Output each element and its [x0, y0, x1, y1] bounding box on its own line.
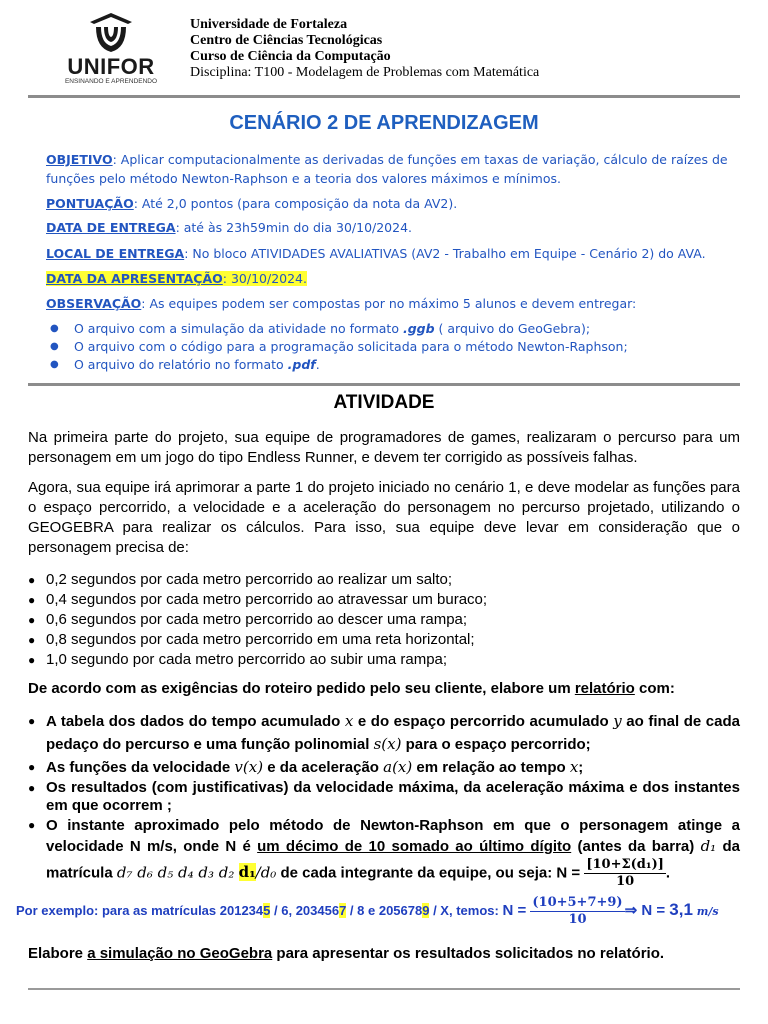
footer-divider: [28, 988, 740, 990]
local-entrega-text: No bloco ATIVIDADES AVALIATIVAS (AV2 - Trabalho em Equipe - Cenário 2) do AVA.: [192, 246, 706, 261]
data-apresentacao-label: DATA DA APRESENTAÇÃO: [46, 271, 223, 286]
example-formula: $\frac{(10+5+7+9)}{10}$: [532, 895, 623, 927]
discipline-name: Disciplina: T100 - Modelagem de Problemas com Matemática: [190, 65, 540, 80]
requirements-list: [28, 570, 487, 670]
list-item: ● O arquivo com a simulação da atividade no formato .ggb ( arquivo do GeoGebra);: [46, 320, 746, 338]
list-item: ● Os resultados (com justificativas) da velocidade máxima, da aceleração máxima e dos instantes em que ocorrem ;: [28, 779, 740, 815]
unifor-emblem-icon: [88, 12, 134, 54]
logo-wordmark: UNIFOR: [67, 54, 155, 79]
objetivo-text: Aplicar computacionalmente as derivadas de funções em taxas de variação, cálculo de raízes de funções pelo método Newton-Raphson e a teoria dos valores máximos e mínimos.: [46, 152, 728, 186]
university-name: Universidade de Fortaleza: [190, 17, 348, 32]
activity-title: ATIVIDADE: [333, 392, 435, 413]
pontuacao-text: Até 2,0 pontos (para composição da nota da AV2).: [141, 196, 458, 211]
scenario-title: CENÁRIO 2 DE APRENDIZAGEM: [229, 112, 539, 134]
n-formula: $\frac{\text{[10+Σ(d₁)]}}{10}$: [586, 857, 664, 889]
institution-header: [190, 17, 539, 81]
objetivo-paragraph: OBJETIVO: Aplicar computacionalmente as derivadas de funções em taxas de variação, cálculo de raízes de funções pelo método Newton-Raphson e a teoria dos valores máximos e mínimos.: [46, 152, 728, 186]
list-item: ● 0,6 segundos por cada metro percorrido ao descer uma rampa;: [28, 610, 487, 630]
list-item: ● 0,4 segundos por cada metro percorrido ao atravessar um buraco;: [28, 590, 487, 610]
deliverables-list: [46, 320, 746, 374]
list-item: ● As funções da velocidade v(x) e da aceleração a(x) em relação ao tempo x;: [28, 756, 740, 779]
logo-tagline: ENSINANDO E APRENDENDO: [64, 78, 158, 85]
data-entrega-text: até às 23h59min do dia 30/10/2024.: [183, 220, 413, 235]
data-entrega-paragraph: DATA DE ENTREGA: até às 23h59min do dia 30/10/2024.: [46, 220, 413, 235]
list-item: ● 0,2 segundos por cada metro percorrido ao realizar um salto;: [28, 570, 487, 590]
local-entrega-paragraph: LOCAL DE ENTREGA: No bloco ATIVIDADES AVALIATIVAS (AV2 - Trabalho em Equipe - Cenário 2) do AVA.: [46, 246, 706, 261]
pontuacao-paragraph: PONTUAÇÃO: Até 2,0 pontos (para composição da nota da AV2).: [46, 196, 458, 211]
data-apresentacao-paragraph: DATA DA APRESENTAÇÃO: 30/10/2024.: [46, 271, 307, 286]
intro-paragraph-1: Na primeira parte do projeto, sua equipe de programadores de games, realizaram o percurso para um personagem em um jogo do tipo Endless Runner, e devem ter corrigido as possíveis falhas.: [28, 429, 740, 466]
unifor-logo: [58, 12, 164, 90]
local-entrega-label: LOCAL DE ENTREGA: [46, 246, 185, 261]
final-paragraph: Elabore a simulação no GeoGebra para apresentar os resultados solicitados no relatório.: [28, 945, 665, 962]
section-divider: [28, 383, 740, 386]
header-divider: [28, 95, 740, 98]
example-line: Por exemplo: para as matrículas 2012345 / 6, 2034567 / 8 e 2056789 / X, temos: N = $\frac{(10+5+7+9)}{10}$ ⇒ N = 3,1 m/s: [16, 895, 719, 927]
list-item: ● O arquivo com o código para a programação solicitada para o método Newton-Raphson;: [46, 338, 746, 356]
data-apresentacao-text: 30/10/2024.: [230, 271, 307, 286]
center-name: Centro de Ciências Tecnológicas: [190, 33, 383, 48]
list-item: ● A tabela dos dados do tempo acumulado x e do espaço percorrido acumulado y ao final de cada pedaço do percurso e uma função polinomial s(x) para o espaço percorrido;: [28, 710, 740, 756]
list-item: ● O arquivo do relatório no formato .pdf.: [46, 356, 746, 374]
objetivo-label: OBJETIVO: [46, 152, 113, 167]
intro-paragraph-2: Agora, sua equipe irá aprimorar a parte 1 do projeto iniciado no cenário 1, e deve modelar as funções para o espaço percorrido, a velocidade e a aceleração do personagem no percurso projetado, utilizando o GEOGEBRA para realizar os cálculos. Para isso, sua equipe deve levar em consideração que o personagem precisa de:: [28, 479, 740, 556]
list-item: ● O instante aproximado pelo método de Newton-Raphson em que o personagem atinge a velocidade N m/s, onde N é um décimo de 10 somado ao último dígito (antes da barra) d₁ da matrícula d₇ d₆ d₅ d₄ d₃ d₂ d₁/d₀ de cada integrante da equipe, ou seja: N = $\frac{\text{[10+Σ(d₁)]}}{10}$ .: [28, 815, 740, 890]
list-item: ● 1,0 segundo por cada metro percorrido ao subir uma rampa;: [28, 650, 487, 670]
course-name: Curso de Ciência da Computação: [190, 49, 391, 64]
pontuacao-label: PONTUAÇÃO: [46, 196, 134, 211]
list-item: ● 0,8 segundos por cada metro percorrido em uma reta horizontal;: [28, 630, 487, 650]
observacao-label: OBSERVAÇÃO: [46, 296, 142, 311]
report-items-list: [28, 710, 740, 890]
data-entrega-label: DATA DE ENTREGA: [46, 220, 176, 235]
observacao-text: As equipes podem ser compostas por no máximo 5 alunos e devem entregar:: [149, 296, 637, 311]
report-intro: De acordo com as exigências do roteiro pedido pelo seu cliente, elabore um relatório com:: [28, 680, 675, 697]
observacao-paragraph: OBSERVAÇÃO: As equipes podem ser compostas por no máximo 5 alunos e devem entregar:: [46, 296, 637, 311]
